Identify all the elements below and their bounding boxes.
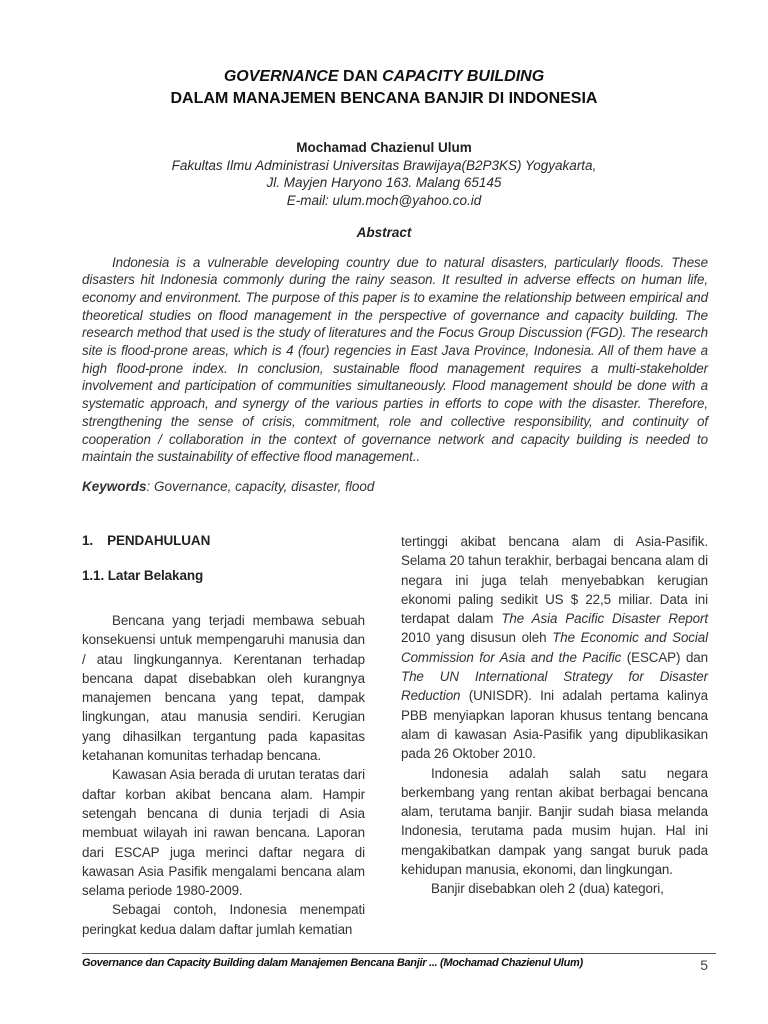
body-columns <box>82 532 708 939</box>
italic-phrase: The Asia Pacific Disaster Report <box>501 611 708 627</box>
paper-title-line1 <box>0 66 768 88</box>
text-run: Sebagai contoh, Indonesia menempati peringkat kedua dalam daftar jumlah kematian <box>82 902 365 937</box>
italic-phrase: The UN International Strategy for Disaster Reduction <box>401 669 708 704</box>
abstract-heading: Abstract <box>356 225 412 240</box>
right-column <box>401 532 708 939</box>
running-footer: Governance dan Capacity Building dalam Manajemen Bencana Banjir ... (Mochamad Chazienul Ulum) <box>82 956 583 969</box>
subsection-heading: 1.1. Latar Belakang <box>82 567 204 583</box>
paragraph <box>82 900 365 939</box>
keywords <box>82 478 708 496</box>
italic-phrase: CAPACITY BUILDING <box>382 68 545 85</box>
keywords-value: : Governance, capacity, disaster, flood <box>146 478 375 494</box>
author-name: Mochamad Chazienul Ulum <box>296 140 472 155</box>
text-run: tertinggi akibat bencana alam di Asia-Pasifik. Selama 20 tahun terakhir, berbagai bencana alam di negara ini juga telah menyebabkan kerugian ekonomi paling sedikit US $ 22,5 miliar. Data ini terdapat dalam <box>401 533 708 627</box>
text-run: Kawasan Asia berada di urutan teratas dari daftar korban akibat bencana alam. Hampir setengah bencana di dunia terjadi di Asia membuat wilayah ini rawan bencana. Laporan dari ESCAP juga merinci daftar negara di kawasan Asia Pasifik mengalami bencana alam selama periode 1980-2009. <box>82 767 365 899</box>
section-heading <box>82 532 365 550</box>
abstract-text: Indonesia is a vulnerable developing country due to natural disasters, particularly floods. These disasters hit Indonesia commonly during the rainy season. It resulted in adverse effects on human life, economy and environment. The purpose of this paper is to examine the relationship between empirical and theoretical studies on flood management in the perspective of governance and capacity building. The research method that used is the study of literatures and the Focus Group Discussion (FGD). The research site is flood-prone areas, which is 4 (four) regencies in East Java Province, Indonesia. All of them have a high flood-prone index. In conclusion, sustainable flood management requires a multi-stakeholder involvement and participation of communities simultaneously. Flood management should be done with a systematic approach, and synergy of the various parties in efforts to cope with the disaster. Therefore, strengthening the sense of crisis, commitment, role and collective responsibility, and continuity of cooperation / collaboration in the context of governance network and capacity building is needed to maintain the sustainability of effective flood management.. <box>82 254 708 465</box>
left-column <box>82 532 365 939</box>
italic-phrase: GOVERNANCE <box>223 68 339 85</box>
section-title: PENDAHULUAN <box>107 532 211 548</box>
paragraph <box>82 611 365 765</box>
affiliation-line: Fakultas Ilmu Administrasi Universitas Brawijaya(B2P3KS) Yogyakarta, <box>171 157 597 173</box>
keywords-label: Keywords <box>82 478 147 494</box>
affiliation-line: Jl. Mayjen Haryono 163. Malang 65145 <box>266 175 502 190</box>
text-run: DAN <box>338 68 383 85</box>
page-number: 5 <box>700 956 708 973</box>
text-run: (UNISDR). Ini adalah pertama kalinya PBB menyiapkan laporan khusus tentang bencana alam di kawasan Asia-Pasifik yang dipublikasikan pada 26 Oktober 2010. <box>401 688 708 762</box>
paper-title-line2: DALAM MANAJEMEN BENCANA BANJIR DI INDONESIA <box>170 90 598 107</box>
left-column-text <box>82 611 365 939</box>
text-run: (ESCAP) dan <box>621 649 708 665</box>
footer <box>82 953 716 973</box>
italic-phrase: The Economic and Social Commission for Asia and the Pacific <box>401 630 708 665</box>
paragraph <box>401 879 708 898</box>
section-number: 1. <box>82 532 94 548</box>
paragraph <box>82 765 365 900</box>
paragraph <box>401 532 708 764</box>
text-run: Banjir disebabkan oleh 2 (dua) kategori, <box>431 881 664 897</box>
email-line: E-mail: ulum.moch@yahoo.co.id <box>286 192 482 208</box>
abstract-body <box>82 254 708 466</box>
paragraph <box>401 764 708 880</box>
text-run: Indonesia adalah salah satu negara berkembang yang rentan akibat berbagai bencana alam, terutama banjir. Banjir sudah biasa melanda Indonesia, terutama pada musim hujan. Hal ini mengakibatkan dampak yang sangat buruk pada kehidupan manusia, ekonomi, dan lingkungan. <box>401 765 708 877</box>
text-run: Bencana yang terjadi membawa sebuah konsekuensi untuk mempengaruhi manusia dan / atau lingkungannya. Kerentanan terhadap bencana dapat disebabkan oleh kurangnya manajemen bencana yang tepat, dampak lingkungan, atau manusia sendiri. Kerugian yang dihasilkan tergantung pada kapasitas ketahanan komunitas terhadap bencana. <box>82 612 365 764</box>
text-run: 2010 yang disusun oleh <box>401 630 553 646</box>
